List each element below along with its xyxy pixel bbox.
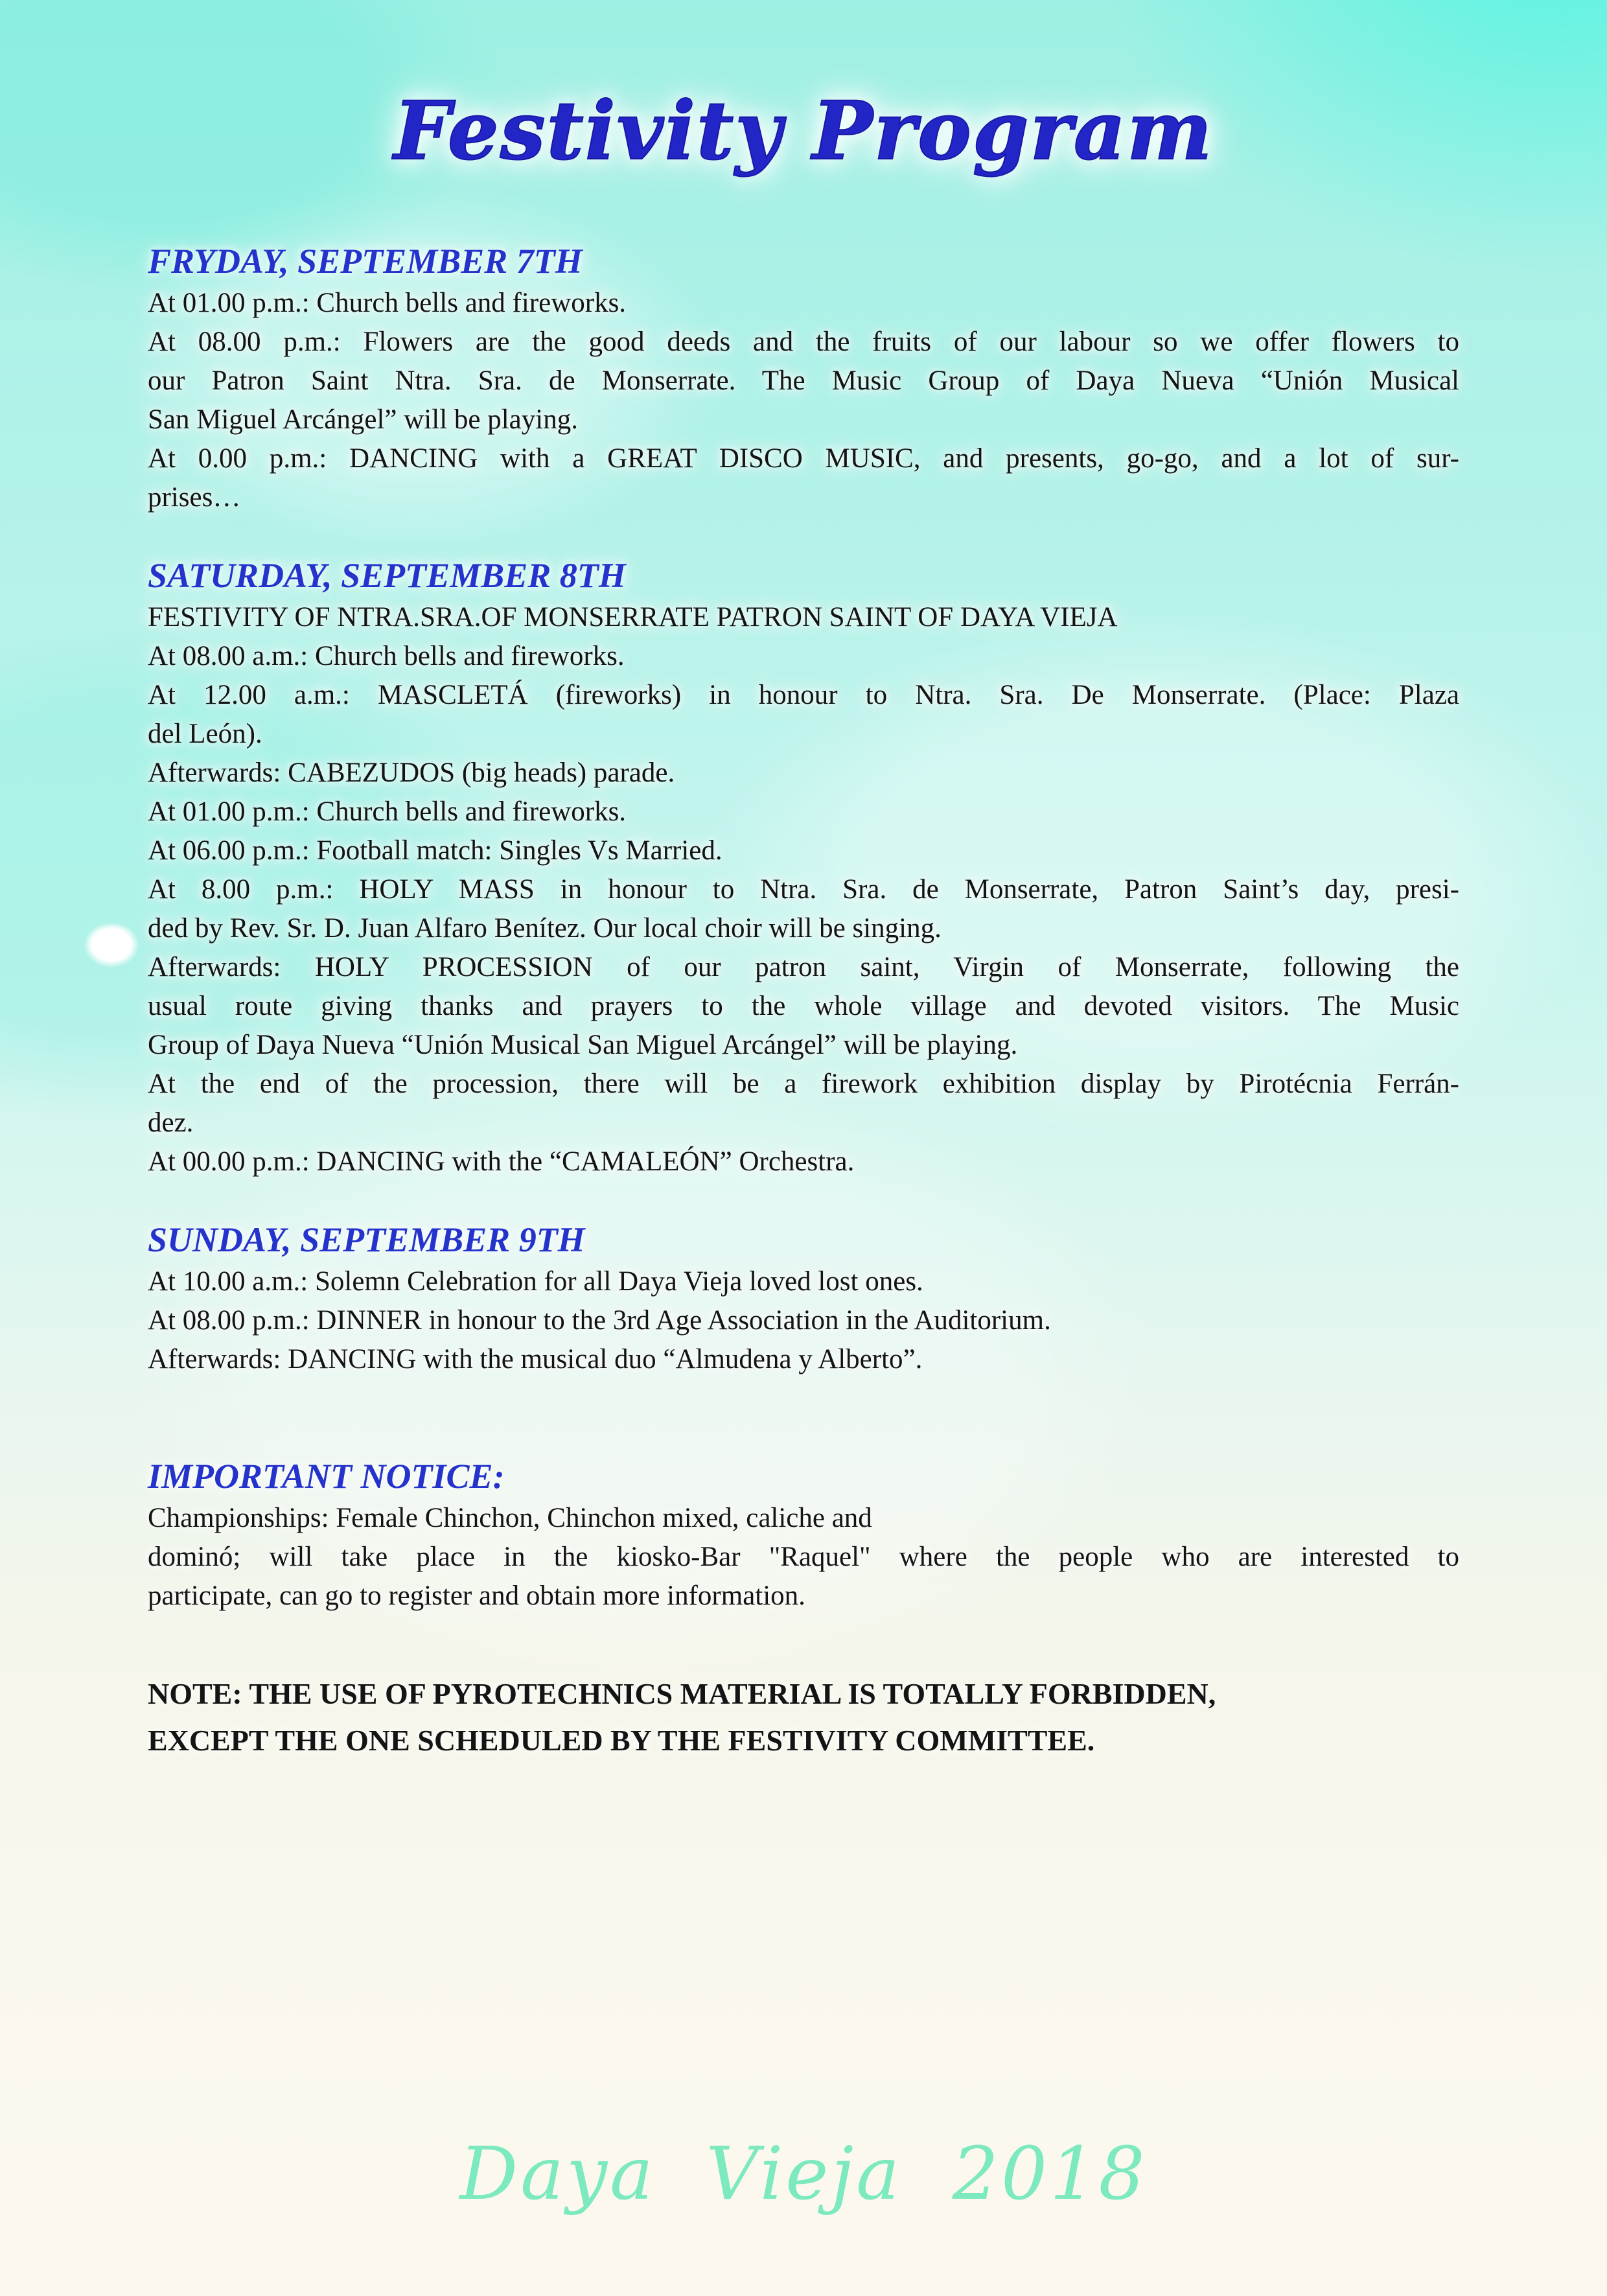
program-line: usual route giving thanks and prayers to the whole village and devoted visitors. The Music: [148, 991, 1459, 1021]
program-line: At 00.00 p.m.: DANCING with the “CAMALEÓN” Orchestra.: [148, 1146, 855, 1177]
program-line: dez.: [148, 1107, 194, 1138]
program-line: Afterwards: DANCING with the musical duo “Almudena y Alberto”.: [148, 1344, 923, 1374]
note-line: EXCEPT THE ONE SCHEDULED BY THE FESTIVITY COMMITTEE.: [148, 1724, 1095, 1757]
program-line: Afterwards: HOLY PROCESSION of our patron saint, Virgin of Monserrate, following the: [148, 952, 1459, 982]
section-heading-saturday: SATURDAY, SEPTEMBER 8TH: [148, 556, 626, 595]
program-line: At 01.00 p.m.: Church bells and fireworks.: [148, 288, 627, 318]
program-line: At 10.00 a.m.: Solemn Celebration for all Daya Vieja loved lost ones.: [148, 1266, 923, 1297]
program-line: At 0.00 p.m.: DANCING with a GREAT DISCO MUSIC, and presents, go-go, and a lot of sur-: [148, 443, 1459, 474]
program-line: At 8.00 p.m.: HOLY MASS in honour to Ntra. Sra. de Monserrate, Patron Saint’s day, presi-: [148, 874, 1459, 905]
pyrotechnics-note: [148, 1671, 1459, 1764]
program-line: At 08.00 p.m.: DINNER in honour to the 3rd Age Association in the Auditorium.: [148, 1305, 1051, 1336]
program-line: Afterwards: CABEZUDOS (big heads) parade.: [148, 758, 675, 788]
section-heading-friday: FRYDAY, SEPTEMBER 7TH: [148, 242, 583, 281]
program-line: our Patron Saint Ntra. Sra. de Monserrate. The Music Group of Daya Nueva “Unión Musical: [148, 365, 1459, 396]
program-line: San Miguel Arcángel” will be playing.: [148, 404, 578, 435]
program-line: del León).: [148, 719, 262, 749]
notice-line: Championships: Female Chinchon, Chinchon mixed, caliche and: [148, 1503, 872, 1533]
note-line: NOTE: THE USE OF PYROTECHNICS MATERIAL IS TOTALLY FORBIDDEN,: [148, 1677, 1216, 1710]
section-heading-sunday: SUNDAY, SEPTEMBER 9TH: [148, 1220, 585, 1259]
program-line: At 12.00 a.m.: MASCLETÁ (fireworks) in honour to Ntra. Sra. De Monserrate. (Place: Plaza: [148, 680, 1459, 710]
important-notice-heading: IMPORTANT NOTICE:: [148, 1457, 505, 1496]
program-line: Group of Daya Nueva “Unión Musical San Miguel Arcángel” will be playing.: [148, 1030, 1018, 1060]
program-line: FESTIVITY OF NTRA.SRA.OF MONSERRATE PATRON SAINT OF DAYA VIEJA: [148, 602, 1118, 632]
program-line: At 06.00 p.m.: Football match: Singles Vs Married.: [148, 835, 723, 866]
program-line: prises…: [148, 482, 241, 513]
program-line: At 01.00 p.m.: Church bells and fireworks.: [148, 796, 627, 827]
notice-line: participate, can go to register and obtain more information.: [148, 1581, 805, 1611]
page-title: Festivity Program: [393, 84, 1214, 178]
footer-script-daya-vieja: Daya Vieja 2018: [459, 2132, 1148, 2216]
program-line: ded by Rev. Sr. D. Juan Alfaro Benítez. Our local choir will be singing.: [148, 913, 942, 944]
program-content: [148, 238, 1459, 1764]
program-line: At 08.00 p.m.: Flowers are the good deeds and the fruits of our labour so we offer flowers to: [148, 327, 1459, 357]
program-line: At 08.00 a.m.: Church bells and fireworks.: [148, 641, 625, 671]
program-line: At the end of the procession, there will be a firework exhibition display by Pirotécnia Ferrán-: [148, 1069, 1459, 1099]
notice-line: dominó; will take place in the kiosko-Bar "Raquel" where the people who are interested to: [148, 1542, 1459, 1572]
